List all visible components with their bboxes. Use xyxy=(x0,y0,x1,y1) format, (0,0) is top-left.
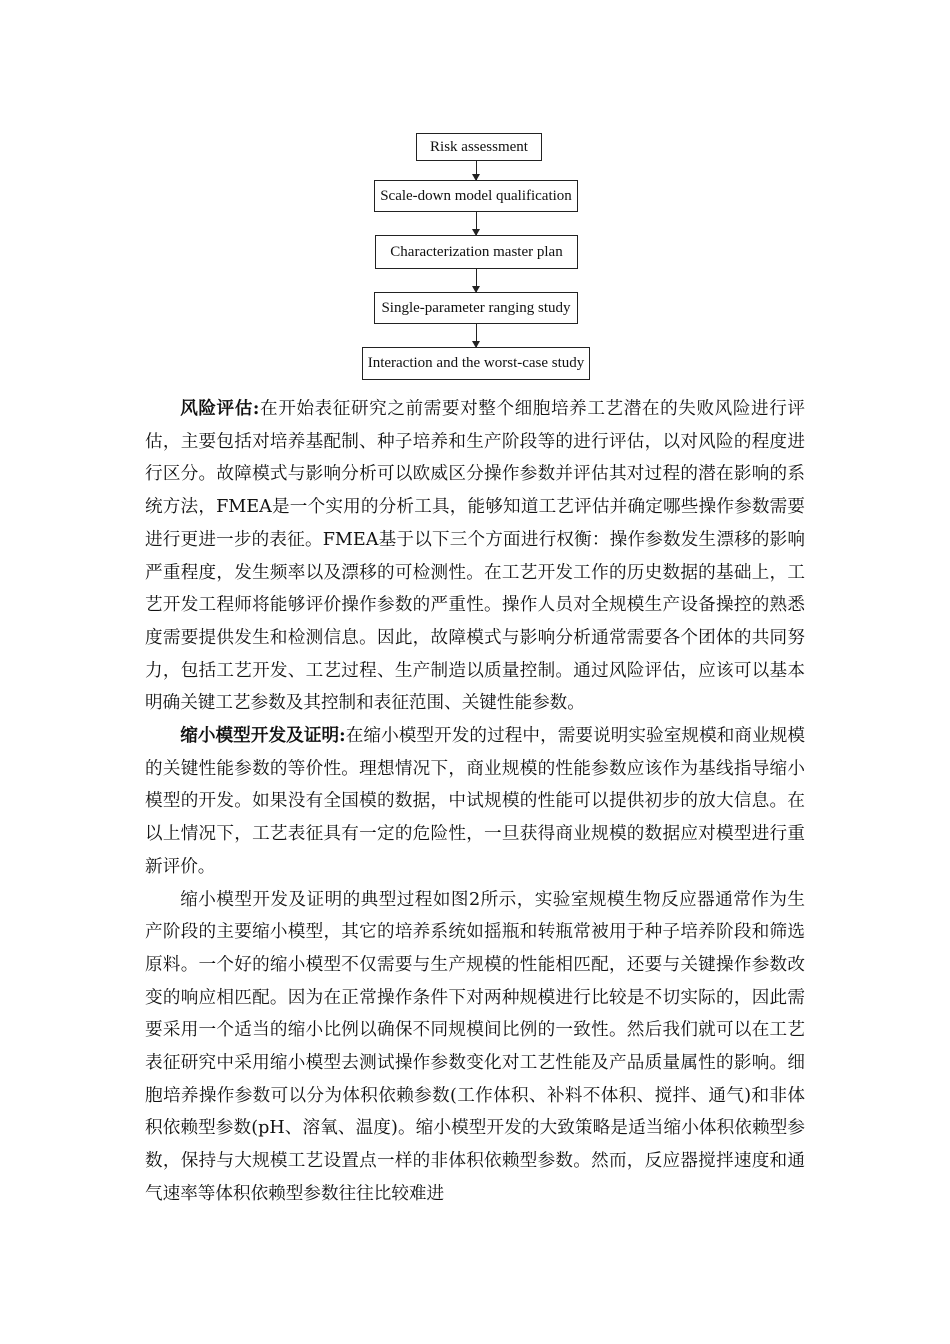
flow-arrow xyxy=(476,212,477,235)
paragraph-body: 缩小模型开发及证明的典型过程如图2所示，实验室规模生物反应器通常作为生产阶段的主要缩小模型，其它的培养系统如摇瓶和转瓶常被用于种子培养阶段和筛选原料。一个好的缩小模型不仅需要与生产规模的性能相匹配，还要与关键操作参数改变的响应相匹配。因为在正常操作条件下对两种规模进行比较是不切实际的，因此需要采用一个适当的缩小比例以确保不同规模间比例的一致性。然后我们就可以在工艺表征研究中采用缩小模型去测试操作参数变化对工艺性能及产品质量属性的影响。细胞培养操作参数可以分为体积依赖参数(工作体积、补料不体积、搅拌、通气)和非体积依赖型参数(pH、溶氧、温度)。缩小模型开发的大致策略是适当缩小体积依赖型参数，保持与大规模工艺设置点一样的非体积依赖型参数。然而，反应器搅拌速度和通气速率等体积依赖型参数往往比较难进 xyxy=(145,889,805,1204)
paragraph-heading: 风险评估: xyxy=(180,398,260,419)
flow-step-scale-down-qualification: Scale-down model qualification xyxy=(374,180,578,212)
flow-step-characterization-plan: Characterization master plan xyxy=(375,235,578,269)
flow-step-interaction-worst-case: Interaction and the worst-case study xyxy=(362,347,590,380)
process-flowchart xyxy=(0,0,950,395)
paragraph-scale-down-model xyxy=(145,720,805,884)
flow-arrow xyxy=(476,269,477,292)
flow-step-single-parameter-study: Single-parameter ranging study xyxy=(374,292,578,324)
flow-arrow xyxy=(476,161,477,180)
body-text xyxy=(145,393,805,1211)
paragraph-body: 在缩小模型开发的过程中，需要说明实验室规模和商业规模的关键性能参数的等价性。理想情况下，商业规模的性能参数应该作为基线指导缩小模型的开发。如果没有全国模的数据，中试规模的性能可以提供初步的放大信息。在以上情况下，工艺表征具有一定的危险性，一旦获得商业规模的数据应对模型进行重新评价。 xyxy=(145,726,805,877)
flow-step-risk-assessment: Risk assessment xyxy=(416,133,542,161)
flow-arrow xyxy=(476,324,477,347)
paragraph-heading: 缩小模型开发及证明: xyxy=(180,725,346,747)
paragraph-risk-assessment xyxy=(145,393,805,720)
paragraph-body: 在开始表征研究之前需要对整个细胞培养工艺潜在的失败风险进行评估，主要包括对培养基配制、种子培养和生产阶段等的进行评估，以对风险的程度进行区分。故障模式与影响分析可以欧威区分操作参数并评估其对过程的潜在影响的系统方法，FMEA是一个实用的分析工具，能够知道工艺评估并确定哪些操作参数需要进行更进一步的表征。FMEA基于以下三个方面进行权衡：操作参数发生漂移的影响严重程度，发生频率以及漂移的可检测性。在工艺开发工作的历史数据的基础上，工艺开发工程师将能够评价操作参数的严重性。操作人员对全规模生产设备操控的熟悉度需要提供发生和检测信息。因此，故障模式与影响分析通常需要各个团体的共同努力，包括工艺开发、工艺过程、生产制造以质量控制。通过风险评估，应该可以基本明确关键工艺参数及其控制和表征范围、关键性能参数。 xyxy=(145,399,805,714)
paragraph-typical-process xyxy=(145,884,805,1211)
